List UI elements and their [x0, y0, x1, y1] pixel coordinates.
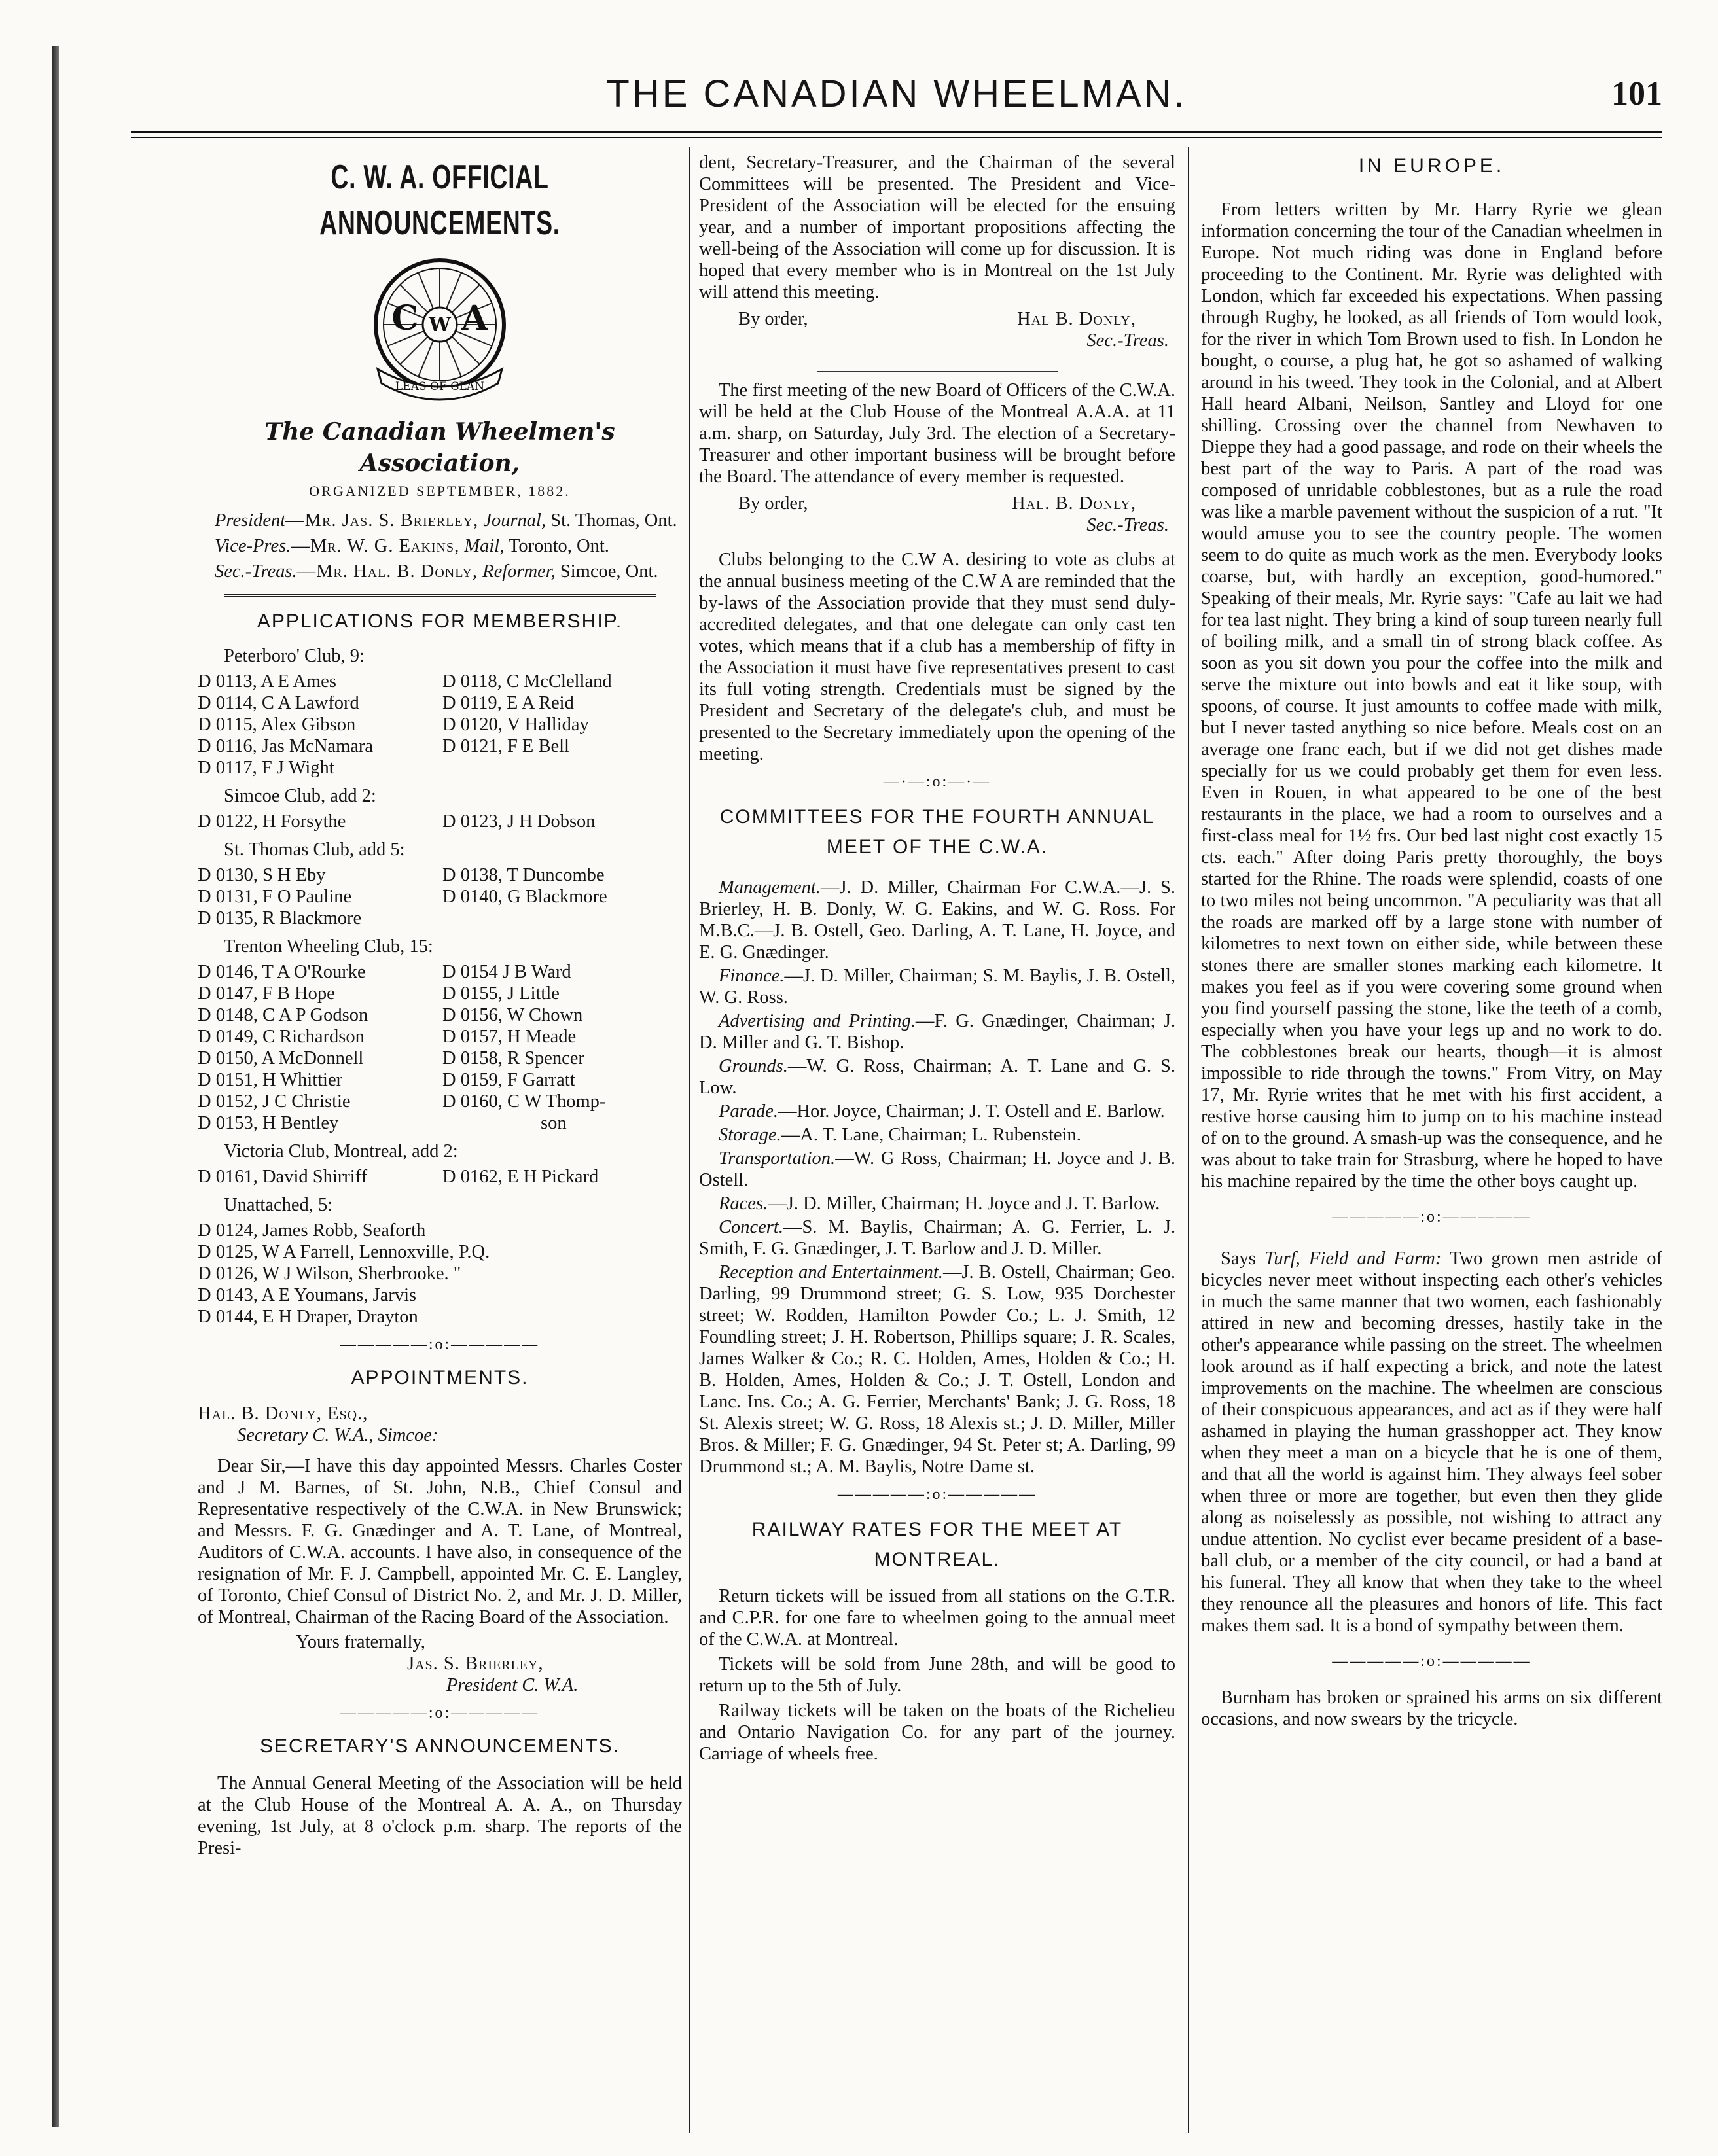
separator: —————:o:————— [1332, 1653, 1531, 1670]
svg-text:W: W [429, 313, 451, 336]
member-entry: D 0146, T A O'Rourke [198, 962, 366, 982]
club-name: Peterboro' Club, 9: [224, 646, 365, 666]
appointments-heading: APPOINTMENTS. [351, 1367, 529, 1388]
officer-president: President—Mr. Jas. S. Brierley, Journal, St. Thomas, Ont. [215, 510, 677, 531]
railway-heading: RAILWAY RATES FOR THE MEET AT MONTREAL. [751, 1519, 1123, 1570]
member-entry: D 0144, E H Draper, Drayton [198, 1307, 418, 1327]
member-entry: D 0153, H Bentley [198, 1113, 339, 1133]
member-entry: D 0157, H Meade [442, 1027, 577, 1047]
column-rule-1 [689, 147, 690, 2133]
member-entry: D 0122, H Forsythe [198, 811, 346, 832]
column-2 [699, 152, 1175, 1768]
member-entry: D 0154 J B Ward [442, 962, 571, 982]
signer-role-2: Sec.-Treas. [1086, 515, 1169, 535]
member-entry: D 0160, C W Thomp- [442, 1091, 606, 1112]
emblem-motto: LEAS OF GLAN [395, 380, 485, 393]
column-1 [198, 152, 682, 1862]
binding-edge [52, 46, 59, 2127]
by-order-line: By order, Hal B. Donly, [738, 309, 1136, 329]
member-entry: D 0115, Alex Gibson [198, 715, 356, 735]
member-entry: D 0152, J C Christie [198, 1091, 351, 1112]
officer-vice-president: Vice-Pres.—Mr. W. G. Eakins, Mail, Toronto, Ont. [215, 536, 609, 556]
short-rule [817, 371, 1058, 372]
member-grid [198, 671, 682, 757]
committee-entry: Management.—J. D. Miller, Chairman For C.W.A.—J. S. Brierley, H. B. Donly, W. G. Eakins, and W. G. Ross. For M.B.C.—J. B. Ostell, Geo. Darling, A. T. Lane, H. Joyce, and E. G. Gnædinger. [699, 877, 1175, 963]
committee-entry: Reception and Entertainment.—J. B. Ostell, Chairman; Geo. Darling, 99 Drummond street; G. S. Low, 935 Dorchester street; W. Rodden, Hamilton Powder Co.; L. J. Smith, 12 Foundling street; J. H. Robertson, Phillips square; J. R. Scales, James Walker & Co.; R. C. Holden, Ames, Holden & Co.; H. B. Holden, Ames, Holden & Co.; J. T. Ostell, London and Lanc. Ins. Co.; A. G. Ferrier, Merchants' Bank; J. G. Ross, 18 St. Alexis street; W. G. Ross, 18 Alexis st.; J. D. Miller, Miller Bros. & Miller; F. G. Gnædinger, 94 St. Peter st; A. Darling, 99 Drummond st.; A. M. Baylis, Notre Dame st. [699, 1262, 1176, 1477]
burnham-note: Burnham has broken or sprained his arms on six different occasions, and now swears by the tricycle. [1201, 1688, 1662, 1729]
member-entry: D 0117, F J Wight [198, 758, 334, 778]
separator: —————:o:————— [1332, 1209, 1531, 1226]
column-3 [1201, 152, 1662, 1733]
column-rule-2 [1188, 147, 1189, 2133]
applications-heading: APPLICATIONS FOR MEMBERSHIP. [257, 610, 623, 632]
member-entry: D 0147, F B Hope [198, 983, 335, 1004]
member-entry: D 0138, T Duncombe [442, 865, 605, 885]
committee-entry: Advertising and Printing.—F. G. Gnædinger, Chairman; J. D. Miller and G. T. Bishop. [699, 1011, 1175, 1053]
masthead-rule [131, 131, 1662, 138]
member-entry: D 0121, F E Bell [442, 736, 569, 756]
member-entry: D 0118, C McClelland [442, 671, 612, 692]
member-entry: D 0158, R Spencer [442, 1048, 584, 1069]
committee-entry: Transportation.—W. G Ross, Chairman; H. Joyce and J. B. Ostell. [699, 1148, 1175, 1190]
member-entry: son [541, 1113, 567, 1133]
club-name: St. Thomas Club, add 5: [224, 839, 405, 860]
secretary-announcements-heading: SECRETARY'S ANNOUNCEMENTS. [259, 1735, 620, 1757]
in-europe-article: From letters written by Mr. Harry Ryrie we glean information concerning the tour of the Canadian wheelmen in Europe. Not much riding was done in England before proceeding to the Continent. Mr. Ryrie was delighted with London, which far exceeded his expectations. When passing through Rugby, he looked, as all friends of Tom would look, for the river in which Tom Brown used to fish. In London he bought, o course, a plug hat, he got so ashamed of walking around in his tweed. They took in the Colonial, and at Albert Hall heard Albani, Neilson, Santley and Lloyd for one shilling. Crossing over the channel from Newhaven to Dieppe they had a good passage, and rode on their wheels the best part of the way to Paris. A part of the road was composed of unridable cobblestones, but as a rule the road was like a marble pavement without the suspicion of a rut. "It would amuse you to see the country people. The women seem to do quite as much work as the men. Everybody looks coarse, but, with hardly an exception, good-humored." Speaking of their meals, Mr. Ryrie says: "Cafe au lait we had for tea last night. They bring a kind of soup tureen nearly full of boiling milk, and a small tin of strong black coffee. As soon as you sit down you pour the coffee into the milk and serve the mixture out into bowls and eat it like soup, with spoons, of course. It just amounts to coffee made with milk, but I never tasted anything so nice before. Meals cost on an average one franc each, but if we did not get dishes made specially for us we could probably get them for even less. Even in Rouen, in what appeared to be one of the best restaurants in the place, we had a room to ourselves and a first-class meal for 1½ frs. Our bed last night cost exactly 15 cts. each." After doing Paris pretty thoroughly, the boys started for the Rhine. The roads were splendid, coasts of one to two miles not being uncommon. "A peculiarity was that all the roads are marked off by a large stone with number of kilometres to next town on either side, while between these stones there are smaller stones marking each kilometre. It makes you feel as if you were covering some ground when you find yourself passing the stone, like the teeth of a comb, especially when you have your legs up and no work to do. The cobblestones break our hearts, though—it is almost impossible to ride through the towns." From Vitry, on May 17, Mr. Ryrie writes that he met with his first accident, a restive horse causing him to jump on to his machine instead of on to the ground. A smash-up was the consequence, and he was about to take train for Strasburg, where he hoped to have his machine repaired by the time the other boys caught up. [1201, 200, 1662, 1192]
clubs-voting-notice: Clubs belonging to the C.W A. desiring to vote as clubs at the annual business meeting of the C.W A are reminded that the by-laws of the Association provide that they must send duly-accredited delegates, and that one delegate can only cast ten votes, which means that if a club has a membership of fifty in the Association it must have five representatives present to cast its full voting strength. Credentials must be signed by the President and Secretary of the delegate's club, and must be presented to the Secretary immediately upon the opening of the meeting. [699, 550, 1175, 764]
appointment-closing: Yours fraternally, [296, 1632, 425, 1652]
masthead-title: THE CANADIAN WHEELMAN. [606, 73, 1187, 115]
in-europe-heading: IN EUROPE. [1358, 155, 1505, 177]
appointment-signature-role: President C. W.A. [446, 1675, 579, 1695]
separator: —————:o:————— [837, 1486, 1037, 1503]
member-entry: D 0149, C Richardson [198, 1027, 365, 1047]
member-entry: D 0135, R Blackmore [198, 908, 362, 928]
railway-paragraph-3: Railway tickets will be taken on the boats of the Richelieu and Ontario Navigation Co. for any part of the journey. Carriage of wheels free. [699, 1701, 1175, 1764]
member-entry: D 0116, Jas McNamara [198, 736, 374, 756]
separator: —————:o:————— [340, 1336, 540, 1353]
section-rule [224, 594, 656, 597]
member-entry: D 0126, W J Wilson, Sherbrooke. " [198, 1264, 461, 1284]
member-entry: D 0155, J Little [442, 983, 560, 1004]
member-entry: D 0156, W Chown [442, 1005, 583, 1025]
svg-text:C: C [391, 298, 419, 338]
member-grid [198, 1166, 682, 1188]
turf-field-farm-article: Says Turf, Field and Farm: Two grown men astride of bicycles never meet without inspecting each other's vehicles in much the same manner that two women, each fashionably attired in new and becoming dresses, hastily take in the other's appearance while passing on the street. The wheelmen look around as if half expecting a brick, and note the latest improvements on the machine. The wheelmen are conscious of their conspicuous appearances, and act as if they were half ashamed in playing the human grasshopper act. They know when they meet a man on a bicycle that he is one of them, and that all the world is against him. They always feel sober when three or more are together, but even then they glide along as noiselessly as possible, not wishing to attract any undue attention. No cyclist ever became president of a base-ball club, or a member of the city council, or had a band at his funeral. They all know that when they take to the wheel they renounce all the pleasures and honors of life. This fact makes them sad. It is a bond of sympathy between them. [1201, 1248, 1662, 1636]
official-announcements-heading: C. W. A. OFFICIAL ANNOUNCEMENTS. [319, 158, 560, 242]
separator: —————:o:————— [340, 1705, 540, 1722]
member-entry: D 0162, E H Pickard [442, 1167, 599, 1187]
member-entry: D 0114, C A Lawford [198, 693, 359, 713]
club-name: Trenton Wheeling Club, 15: [224, 936, 433, 957]
member-entry: D 0159, F Garratt [442, 1070, 575, 1090]
signer-role: Sec.-Treas. [1086, 330, 1169, 351]
appointment-signature: Jas. S. Brierley, [407, 1653, 544, 1674]
club-name: Victoria Club, Montreal, add 2: [224, 1141, 458, 1161]
club-name: Unattached, 5: [224, 1195, 333, 1215]
club-name: Simcoe Club, add 2: [224, 786, 376, 806]
club-list [198, 645, 682, 1328]
svg-text:A: A [461, 298, 488, 338]
member-entry: D 0123, J H Dobson [442, 811, 596, 832]
committee-entry: Races.—J. D. Miller, Chairman; H. Joyce and J. T. Barlow. [719, 1193, 1160, 1214]
appointment-addressee: Hal. B. Donly, Esq., [198, 1404, 368, 1424]
member-grid [198, 864, 682, 908]
member-entry: D 0151, H Whittier [198, 1070, 343, 1090]
appointment-body: Dear Sir,—I have this day appointed Messrs. Charles Coster and J M. Barnes, of St. John, N.B., Chief Consul and Representative respectively of the C.W.A. in New Brunswick; and Messrs. F. G. Gnædinger and A. T. Lane, of Montreal, Auditors of C.W.A. accounts. I have also, in consequence of the resignation of Mr. F. J. Campbell, appointed Mr. C. E. Langley, of Toronto, Chief Consul of District No. 2, and Mr. J. D. Miller, of Montreal, Chairman of the Racing Board of the Association. [198, 1456, 682, 1627]
appointment-addressee-role: Secretary C. W.A., Simcoe: [237, 1425, 438, 1445]
member-entry: D 0148, C A P Godson [198, 1005, 368, 1025]
committees-heading: COMMITTEES FOR THE FOURTH ANNUAL MEET OF THE C.W.A. [719, 806, 1155, 858]
member-entry: D 0130, S H Eby [198, 865, 326, 885]
member-entry: D 0131, F O Pauline [198, 887, 352, 907]
cwa-wheel-emblem-icon [365, 253, 515, 403]
member-entry: D 0119, E A Reid [442, 693, 574, 713]
member-entry: D 0124, James Robb, Seaforth [198, 1220, 426, 1241]
board-meeting-notice: The first meeting of the new Board of Officers of the C.W.A. will be held at the Club House of the Montreal A.A.A. at 11 a.m. sharp, on Saturday, July 3rd. The election of a Secretary-Treasurer and other important business will be brought before the Board. The attendance of every member is requested. [699, 380, 1175, 487]
member-entry: D 0161, David Shirriff [198, 1167, 368, 1187]
member-entry: D 0113, A E Ames [198, 671, 336, 692]
page-number: 101 [1611, 75, 1662, 113]
officer-secretary-treasurer: Sec.-Treas.—Mr. Hal. B. Donly, Reformer, Simcoe, Ont. [215, 561, 658, 582]
secretary-announcement-body: The Annual General Meeting of the Association will be held at the Club House of the Montreal A. A. A., on Thursday evening, 1st July, at 8 o'clock p.m. sharp. The reports of the Presi- [198, 1773, 682, 1858]
member-entry: D 0125, W A Farrell, Lennoxville, P.Q. [198, 1242, 490, 1262]
railway-paragraph-1: Return tickets will be issued from all stations on the G.T.R. and C.P.R. for one fare to wheelmen going to the annual meet of the C.W.A. at Montreal. [699, 1586, 1175, 1650]
committee-entry: Storage.—A. T. Lane, Chairman; L. Rubenstein. [719, 1125, 1081, 1145]
member-entry: D 0140, G Blackmore [442, 887, 607, 907]
member-entry: D 0143, A E Youmans, Jarvis [198, 1285, 417, 1305]
committee-list [699, 877, 1175, 1477]
committee-entry: Finance.—J. D. Miller, Chairman; S. M. Baylis, J. B. Ostell, W. G. Ross. [699, 966, 1175, 1008]
association-name: The Canadian Wheelmen's Association, [264, 418, 615, 477]
organized-date: ORGANIZED SEPTEMBER, 1882. [309, 483, 571, 499]
member-entry: D 0120, V Halliday [442, 715, 589, 735]
by-order-line-2: By order, Hal. B. Donly, [738, 493, 1136, 514]
member-grid [198, 961, 682, 1134]
committee-entry: Grounds.—W. G. Ross, Chairman; A. T. Lane and G. S. Low. [699, 1056, 1175, 1098]
separator: —·—:o:—·— [883, 773, 992, 790]
committee-entry: Concert.—S. M. Baylis, Chairman; A. G. Ferrier, L. J. Smith, F. G. Gnædinger, J. T. Barlow and J. D. Miller. [699, 1217, 1175, 1259]
secretary-announcement-continued: dent, Secretary-Treasurer, and the Chairman of the several Committees will be presented. The President and Vice-President of the Association will be elected for the ensuing year, and a number of important propositions affecting the well-being of the Association will come up for discussion. It is hoped that every member who is in Montreal on the 1st July will attend this meeting. [699, 152, 1175, 302]
masthead [131, 72, 1662, 124]
member-entry: D 0150, A McDonnell [198, 1048, 364, 1069]
committee-entry: Parade.—Hor. Joyce, Chairman; J. T. Ostell and E. Barlow. [719, 1101, 1165, 1122]
member-grid [198, 811, 682, 832]
railway-paragraph-2: Tickets will be sold from June 28th, and will be good to return up to the 5th of July. [699, 1654, 1175, 1696]
